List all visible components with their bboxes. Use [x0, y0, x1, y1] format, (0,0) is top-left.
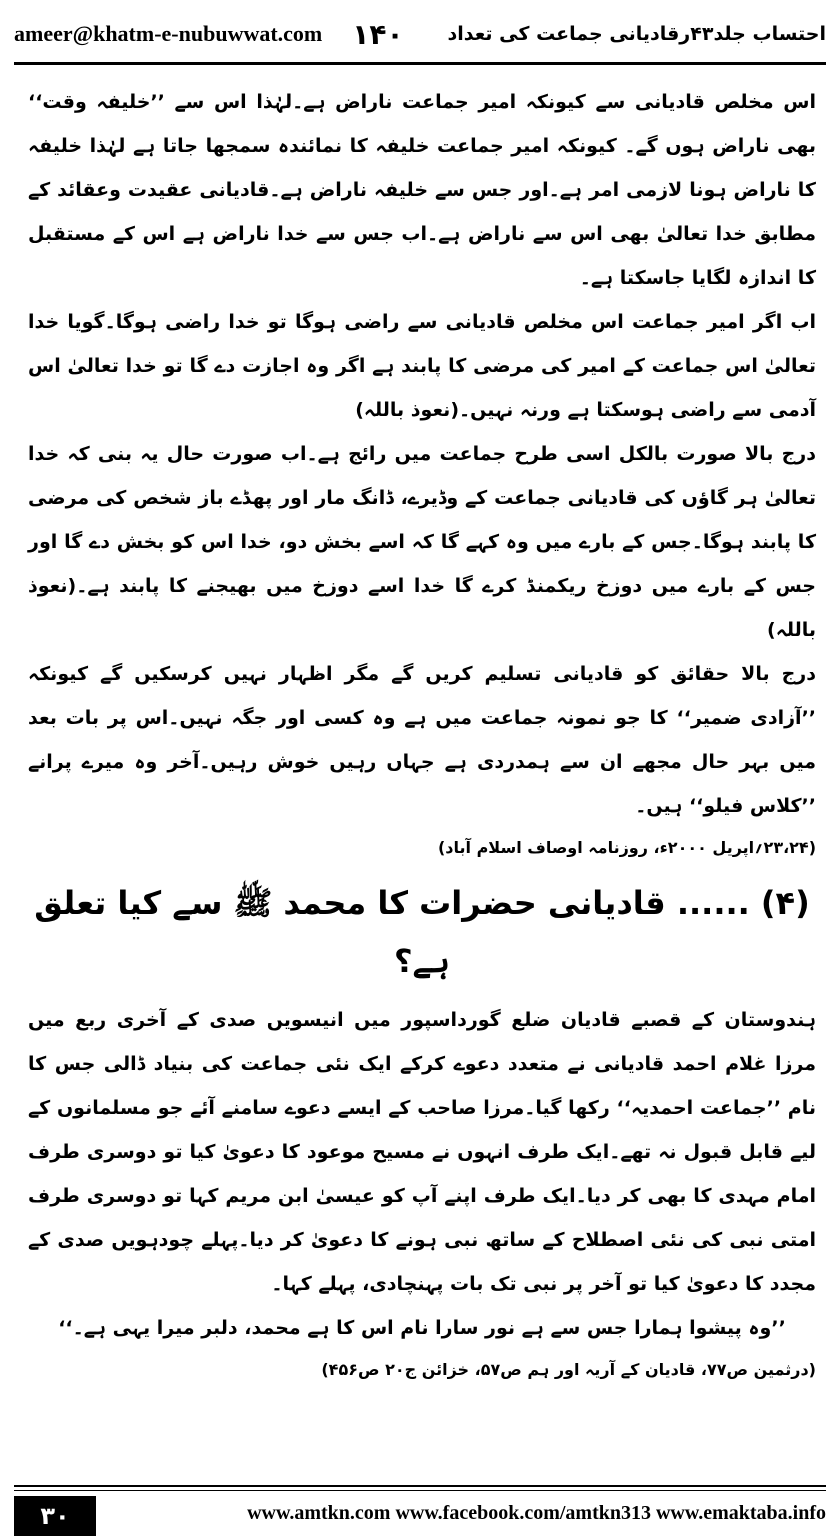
reference-1: (۲۳،۲۴؍اپریل ۲۰۰۰ء، روزنامہ اوصاف اسلام آباد) — [437, 838, 816, 857]
verse-quote: ’’وہ پیشوا ہمارا جس سے ہے نور سارا نام اس کا ہے محمد، دلبر میرا یہی ہے۔‘‘ — [58, 1317, 786, 1339]
paragraph-3: درج بالا صورت بالکل اسی طرح جماعت میں رائج ہے۔اب صورت حال یہ بنی کہ خدا تعالیٰ ہر گاؤں کی قادیانی جماعت کے وڈیرے، ڈانگ مار اور پھڈے باز شخص کی مرضی کا پابند ہوگا۔جس کے بارے میں وہ کہے گا کہ اسے بخش دو، خدا اس کو بخش دے گا اور جس کے بارے میں دوزخ ریکمنڈ کرے گا خدا اسے دوزخ میں بھیجنے کا پابند ہے۔(نعوذ باللہ) — [28, 443, 816, 641]
footer-page-number: ۳۰ — [40, 1502, 70, 1530]
reference-2: (درثمین ص۷۷، قادیان کے آریہ اور ہم ص۵۷، خزائن ج۲۰ ص۴۵۶) — [321, 1360, 816, 1379]
header-title: احتساب جلد۴۳رقادیانی جماعت کی تعداد — [447, 23, 826, 45]
header-rule — [14, 62, 826, 65]
footer-links: www.amtkn.com www.facebook.com/amtkn313 www.emaktaba.info — [247, 1502, 826, 1524]
header-left — [14, 18, 404, 51]
paragraph-4: درج بالا حقائق کو قادیانی تسلیم کریں گے مگر اظہار نہیں کرسکیں گے کیونکہ ’’آزادی ضمیر‘‘ کا جو نمونہ جماعت میں ہے وہ کسی اور جگہ نہیں۔اس پر بات بعد میں بہر حال مجھے ان سے ہمدردی ہے جہاں رہیں خوش رہیں۔آخر وہ میرے پرانے ’’کلاس فیلو‘‘ ہیں۔ — [28, 663, 816, 817]
paragraph-1: اس مخلص قادیانی سے کیونکہ امیر جماعت ناراض ہے۔لہٰذا اس سے ’’خلیفہ وقت‘‘ بھی ناراض ہوں گے۔ کیونکہ امیر جماعت خلیفہ کا نمائندہ سمجھا جاتا ہے لہٰذا خلیفہ کا ناراض ہونا لازمی امر ہے۔اور جس سے خلیفہ ناراض ہے۔قادیانی عقیدت وعقائد کے مطابق خدا تعالیٰ بھی اس سے ناراض ہے۔اب جس سے خدا ناراض ہے اس کے مستقبل کا اندازہ لگایا جاسکتا ہے۔ — [28, 91, 816, 289]
paragraph-2: اب اگر امیر جماعت اس مخلص قادیانی سے راضی ہوگا تو خدا راضی ہوگا۔گویا خدا تعالیٰ اس جماعت کے امیر کی مرضی کا پابند ہے اگر وہ اجازت دے گا تو خدا تعالیٰ اس آدمی سے راضی ہوسکتا ہے ورنہ نہیں۔(نعوذ باللہ) — [28, 311, 816, 421]
footer-page-number-box — [14, 1496, 96, 1536]
section-heading: (۴) ...... قادیانی حضرات کا محمد ﷺ سے کیا تعلق ہے؟ — [34, 884, 810, 980]
paragraph-5: ہندوستان کے قصبے قادیان ضلع گورداسپور میں انیسویں صدی کے آخری ربع میں مرزا غلام احمد قادیانی نے متعدد دعوے کرکے ایک نئی جماعت کی بنیاد ڈالی جس کا نام ’’جماعت احمدیہ‘‘ رکھا گیا۔مرزا صاحب کے ایسے دعوے سامنے آئے جو مسلمانوں کے لیے قابل قبول نہ تھے۔ایک طرف انہوں نے مسیح موعود کا دعویٰ کیا تو دوسری طرف امام مہدی کا بھی کر دیا۔ایک طرف اپنے آپ کو عیسیٰ ابن مریم کہا تو دوسری طرف امتی نبی کی نئی اصطلاح کے ساتھ نبی ہونے کا دعویٰ کر دیا۔پہلے چودہویں صدی کے مجدد کا دعویٰ کیا تو آخر پر نبی تک بات پہنچادی، پہلے کہا۔ — [28, 1009, 816, 1295]
footer-rule-thick — [14, 1485, 826, 1487]
footer-rule-thin — [14, 1490, 826, 1491]
page-body — [28, 80, 816, 1390]
page-header — [14, 10, 826, 58]
header-email: ameer@khatm-e-nubuwwat.com — [14, 21, 323, 46]
header-page-number: ۱۴۰ — [352, 17, 404, 51]
